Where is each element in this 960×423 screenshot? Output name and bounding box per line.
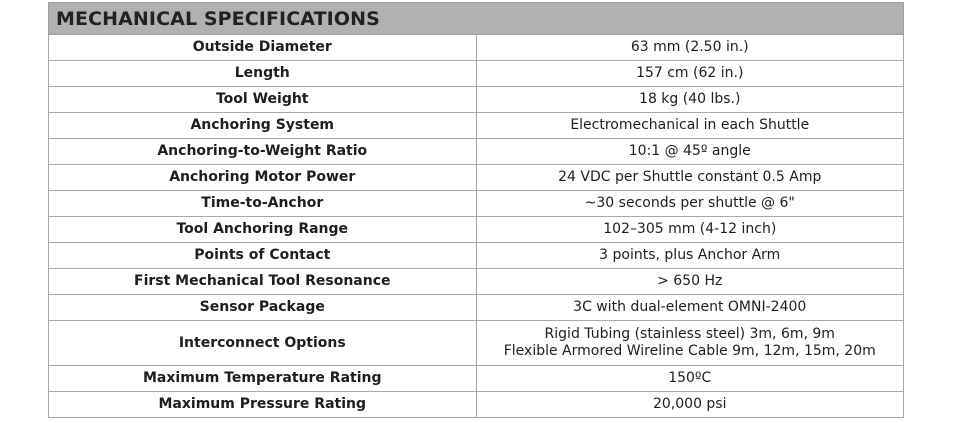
mechanical-specifications-table — [48, 2, 904, 418]
spec-value-tool-weight: 18 kg (40 lbs.) — [476, 87, 904, 113]
spec-value-anchoring-range: 102–305 mm (4-12 inch) — [476, 217, 904, 243]
spec-value-time-to-anchor: ~30 seconds per shuttle @ 6" — [476, 191, 904, 217]
table-row — [49, 35, 904, 61]
table-row — [49, 295, 904, 321]
spec-label-max-pressure: Maximum Pressure Rating — [49, 392, 477, 418]
spec-value-interconnect-options — [476, 321, 904, 366]
table-row — [49, 366, 904, 392]
spec-value-outside-diameter: 63 mm (2.50 in.) — [476, 35, 904, 61]
table-row — [49, 139, 904, 165]
spec-label-time-to-anchor: Time-to-Anchor — [49, 191, 477, 217]
spec-label-points-of-contact: Points of Contact — [49, 243, 477, 269]
table-row — [49, 243, 904, 269]
interconnect-option-flexible: Flexible Armored Wireline Cable 9m, 12m, 15m, 20m — [503, 343, 876, 359]
spec-value-motor-power: 24 VDC per Shuttle constant 0.5 Amp — [476, 165, 904, 191]
spec-label-anchoring-range: Tool Anchoring Range — [49, 217, 477, 243]
spec-label-motor-power: Anchoring Motor Power — [49, 165, 477, 191]
interconnect-option-rigid: Rigid Tubing (stainless steel) 3m, 6m, 9m — [544, 326, 835, 342]
spec-value-resonance: > 650 Hz — [476, 269, 904, 295]
spec-label-tool-weight: Tool Weight — [49, 87, 477, 113]
spec-label-interconnect-options: Interconnect Options — [49, 321, 477, 366]
table-row — [49, 113, 904, 139]
spec-value-max-temperature: 150ºC — [476, 366, 904, 392]
spec-label-length: Length — [49, 61, 477, 87]
spec-value-length: 157 cm (62 in.) — [476, 61, 904, 87]
spec-value-anchoring-ratio: 10:1 @ 45º angle — [476, 139, 904, 165]
spec-label-outside-diameter: Outside Diameter — [49, 35, 477, 61]
table-row — [49, 87, 904, 113]
spec-label-sensor-package: Sensor Package — [49, 295, 477, 321]
spec-value-sensor-package: 3C with dual-element OMNI-2400 — [476, 295, 904, 321]
spec-value-max-pressure: 20,000 psi — [476, 392, 904, 418]
table-header-row — [49, 3, 904, 35]
table-title: MECHANICAL SPECIFICATIONS — [49, 3, 904, 35]
table-row — [49, 165, 904, 191]
spec-label-anchoring-ratio: Anchoring-to-Weight Ratio — [49, 139, 477, 165]
spec-label-max-temperature: Maximum Temperature Rating — [49, 366, 477, 392]
table-row — [49, 217, 904, 243]
table-row — [49, 321, 904, 366]
table-row — [49, 191, 904, 217]
spec-value-anchoring-system: Electromechanical in each Shuttle — [476, 113, 904, 139]
table-row — [49, 392, 904, 418]
table-row — [49, 61, 904, 87]
spec-label-resonance: First Mechanical Tool Resonance — [49, 269, 477, 295]
table-row — [49, 269, 904, 295]
spec-label-anchoring-system: Anchoring System — [49, 113, 477, 139]
spec-value-points-of-contact: 3 points, plus Anchor Arm — [476, 243, 904, 269]
